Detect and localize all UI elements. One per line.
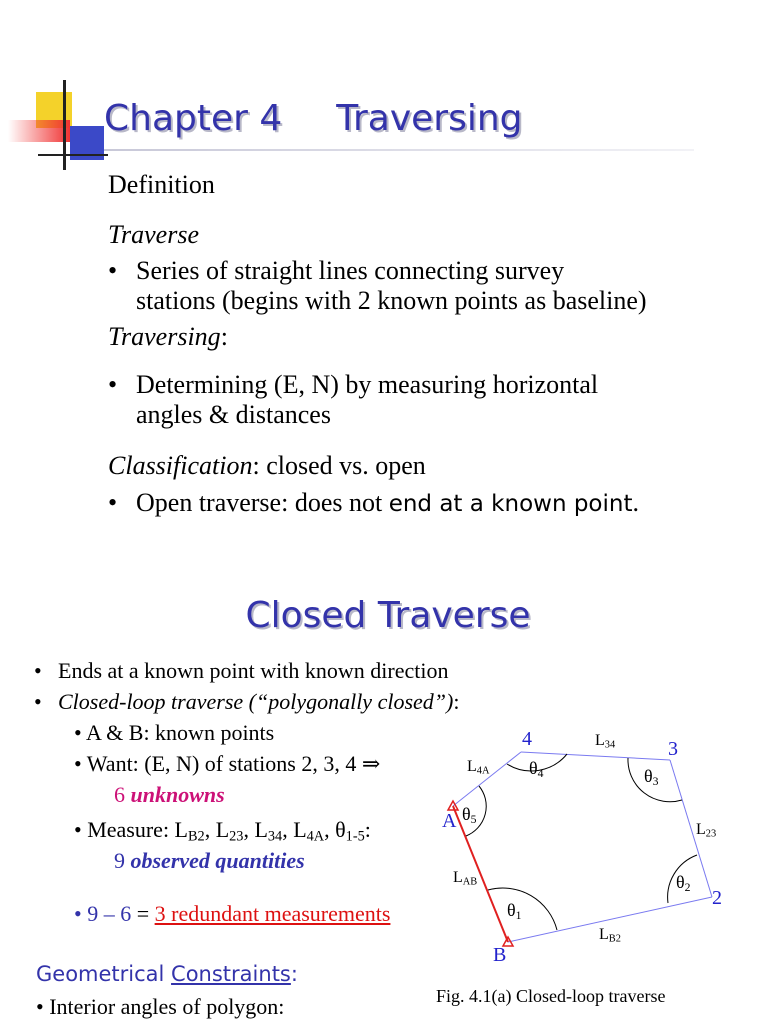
classification-line: Classification: closed vs. open (108, 451, 426, 480)
redundant-measurements: 3 redundant measurements (154, 901, 391, 926)
sub-want: • Want: (E, N) of stations 2, 3, 4 ⇒ (74, 751, 381, 776)
station-B-label: B (493, 944, 507, 966)
definition-heading: Definition (108, 170, 215, 199)
unknowns-line: 6 unknowns (114, 782, 225, 807)
closed-bullets: • Ends at a known point with known direction • Closed-loop traverse (“polygonally closed”): (34, 655, 459, 717)
measure-line: • Measure: $L_{B2}$, $L_{23}$, $L_{34}$, $L_{4A}$, $\theta_{1-5}$: (74, 817, 371, 845)
open-sans-phrase: end at a known point (388, 491, 633, 517)
open-traverse-bullet: • Open traverse: does not end at a known point. (108, 488, 639, 517)
length-L34: $L_{34}$ (595, 732, 616, 751)
angle-theta-3: $\theta_3$ (644, 766, 659, 788)
title-prefix: Chapter 4 (104, 98, 283, 139)
traverse-term: Traverse (108, 220, 199, 249)
figure-caption: Fig. 4.1(a) Closed-loop traverse (436, 986, 666, 1006)
observed-line: 9 observed quantities (114, 848, 305, 873)
sub-known-points: • A & B: known points (74, 720, 275, 745)
station-A-label: A (442, 810, 457, 832)
angle-theta-2: $\theta_2$ (676, 872, 691, 894)
traverse-bullet: • Series of straight lines connecting survey stations (begins with 2 known points as baseline) (108, 256, 647, 315)
classification-term: Classification (108, 451, 253, 480)
traverse-bullet-line-2: stations (begins with 2 known points as baseline) (136, 286, 647, 315)
traversing-bullet-line-1: Determining (E, N) by measuring horizontal (136, 370, 599, 399)
redundant-line: • 9 – 6 = 3 redundant measurements (74, 901, 391, 926)
length-LB2: $L_{B2}$ (599, 926, 621, 945)
observed-word: observed quantities (130, 848, 305, 873)
length-L4A: $L_{4A}$ (467, 758, 490, 777)
traversing-word: Traversing (108, 322, 221, 351)
angle-arc-1 (488, 888, 557, 930)
angle-theta-5: $\theta_5$ (462, 804, 477, 826)
traversing-bullet: • Determining (E, N) by measuring horizontal angles & distances (108, 370, 599, 429)
station-4-label: 4 (522, 728, 532, 750)
station-2-label: 2 (712, 887, 722, 909)
title-main: Traversing (336, 98, 523, 139)
length-LAB: $L_{AB}$ (453, 869, 478, 888)
angle-theta-1: $\theta_1$ (507, 900, 522, 922)
interior-angles-bullet: • Interior angles of polygon: (36, 994, 285, 1019)
bullet-closed-loop: Closed-loop traverse (“polygonally closed”) (58, 689, 454, 714)
traverse-bullet-line-1: Series of straight lines connecting survey (136, 256, 565, 285)
traversing-bullet-line-2: angles & distances (136, 400, 331, 429)
unknowns-word: unknowns (130, 782, 225, 807)
constraints-word: Constraints (171, 962, 291, 986)
section-title: Closed Traverse (245, 595, 531, 636)
angle-theta-4: $\theta_4$ (529, 758, 544, 780)
bullet-known-direction: Ends at a known point with known direction (58, 658, 449, 683)
length-L23: $L_{23}$ (696, 821, 717, 840)
station-3-label: 3 (668, 738, 678, 760)
geometrical-constraints: Geometrical Constraints: (36, 962, 298, 986)
traversing-term: Traversing: (108, 322, 228, 351)
